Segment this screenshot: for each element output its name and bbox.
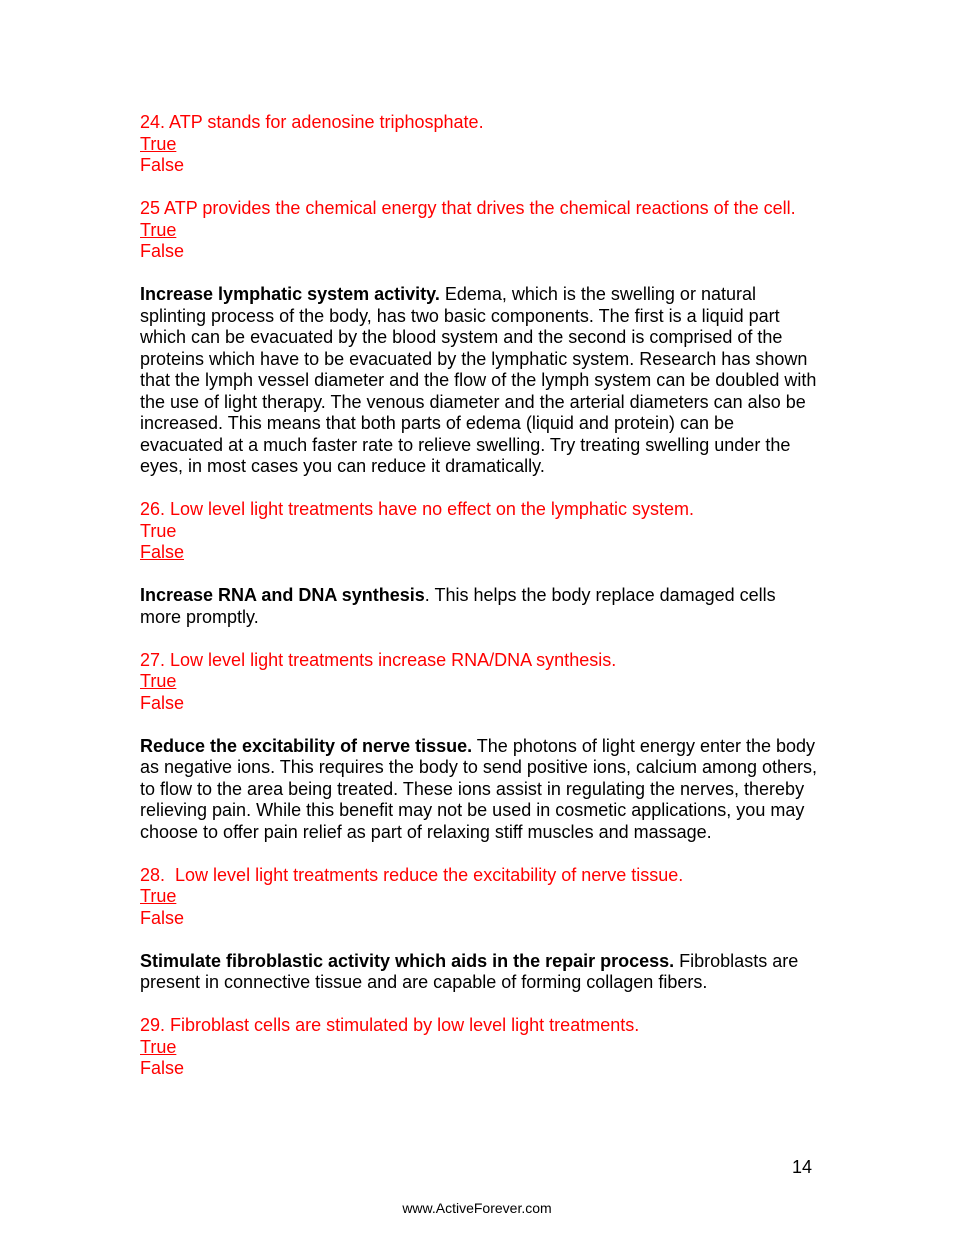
false-option[interactable]: False [140, 907, 185, 928]
question-text: 27. Low level light treatments increase RNA/DNA synthesis. [140, 649, 617, 670]
question-28 [140, 865, 820, 930]
question-25 [140, 198, 820, 263]
true-option[interactable]: True [140, 520, 177, 541]
paragraph-heading: Increase RNA and DNA synthesis [140, 585, 425, 605]
question-text: 24. ATP stands for adenosine triphosphate. [140, 112, 484, 132]
paragraph-fibroblast [140, 951, 820, 994]
page-number: 14 [792, 1157, 813, 1177]
paragraph-body: Edema, which is the swelling or natural splinting process of the body, has two basic components. The first is a liquid part which can be evacuated by the blood system and the second is comprised of the proteins which have to be evacuated by the lymphatic system. Research has shown that the lymph vessel diameter and the flow of the lymph system can be doubled with the use of light therapy. The venous diameter and the arterial diameters can also be increased. This means that both parts of edema (liquid and protein) can be evacuated at a much faster rate to relieve swelling. Try treating swelling under the eyes, in most cases you can reduce it dramatically. [140, 284, 817, 476]
paragraph-heading: Increase lymphatic system activity. [140, 284, 440, 304]
question-27 [140, 650, 820, 715]
paragraph-body: The photons of light energy enter the body as negative ions. This requires the body to send positive ions, calcium among others, to flow to the area being treated. These ions assist in regulating the nerves, thereby relieving pain. While this benefit may not be used in cosmetic applications, you may choose to offer pain relief as part of relaxing stiff muscles and massage. [140, 735, 818, 842]
false-option[interactable]: False [140, 1058, 185, 1078]
false-option[interactable]: False [140, 692, 185, 713]
paragraph-lymphatic [140, 284, 820, 478]
true-option[interactable]: True [140, 1036, 177, 1057]
question-26 [140, 499, 820, 564]
true-option[interactable]: True [140, 886, 177, 906]
false-option[interactable]: False [140, 241, 185, 261]
question-text: 26. Low level light treatments have no effect on the lymphatic system. [140, 499, 694, 519]
true-option[interactable]: True [140, 133, 177, 154]
footer-url: www.ActiveForever.com [402, 1200, 552, 1216]
question-text: 28. Low level light treatments reduce the excitability of nerve tissue. [140, 864, 684, 885]
paragraph-body: . This helps the body replace damaged cells more promptly. [140, 585, 776, 627]
false-option[interactable]: False [140, 542, 185, 562]
question-29 [140, 1015, 820, 1080]
question-text: 25 ATP provides the chemical energy that drives the chemical reactions of the cell. [140, 198, 796, 218]
true-option[interactable]: True [140, 671, 177, 691]
paragraph-body: Fibroblasts are present in connective tissue and are capable of forming collagen fibers. [140, 950, 799, 992]
paragraph-nerve [140, 736, 820, 844]
question-text: 29. Fibroblast cells are stimulated by low level light treatments. [140, 1015, 640, 1035]
paragraph-rna-dna [140, 585, 820, 628]
false-option[interactable]: False [140, 155, 185, 175]
question-24 [140, 112, 820, 177]
paragraph-heading: Stimulate fibroblastic activity which aids in the repair process. [140, 950, 675, 971]
page-content [140, 112, 820, 1101]
paragraph-heading: Reduce the excitability of nerve tissue. [140, 735, 473, 756]
true-option[interactable]: True [140, 219, 177, 240]
